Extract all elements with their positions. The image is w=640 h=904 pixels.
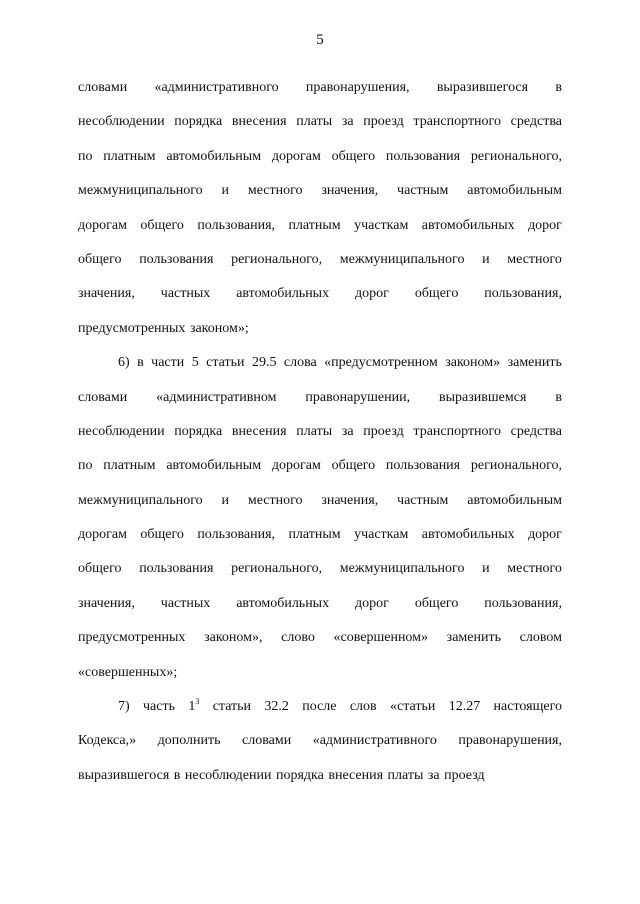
word: автомобильным [467,183,562,199]
word: Кодекса,» [78,733,137,749]
word: общего [414,286,459,302]
word: в [173,767,181,783]
word: межмуниципального [339,561,465,577]
word: регионального, [231,561,323,577]
word: 29.5 [251,355,277,371]
word: 32.2 [264,699,289,715]
word: средства [510,114,562,130]
word: дорогам [271,458,321,474]
word: статьи [212,699,252,715]
word: и [221,183,230,199]
word: значения, [78,286,135,302]
text-line [78,250,562,284]
word: выразившегося [436,80,529,95]
word: платным [288,527,341,543]
word: словами [78,389,128,405]
text-line [78,112,562,146]
word: регионального, [470,148,562,164]
word: в [555,80,562,95]
word: часть [143,699,175,715]
word: 7) [118,699,130,715]
word: правонарушения, [458,733,562,749]
word: регионального, [231,251,323,267]
word: местного [247,492,303,508]
word: общего [331,148,376,164]
word: местного [507,251,562,267]
word: дорогам [78,527,127,543]
word: за [341,423,354,439]
word: общего [78,251,122,267]
word: 5 [191,355,199,371]
word: межмуниципального [78,492,203,508]
word: в [137,355,144,371]
word: межмуниципального [78,183,203,199]
word: частным [397,492,449,508]
word: заменить [446,630,501,646]
word: межмуниципального [339,251,465,267]
word: 6) [118,355,130,371]
word: несоблюдении [78,423,165,439]
word: пользования [385,458,461,474]
word: пользования, [484,595,562,611]
text-line [78,319,562,353]
page-number: 5 [316,32,324,48]
word: общего [140,527,184,543]
word: законом» [445,355,501,371]
text-line [78,594,562,628]
word: общего [140,217,184,233]
word: несоблюдении [184,767,272,783]
word: словом [519,630,562,646]
word: порядка [174,114,223,130]
paragraph [78,78,562,353]
word: автомобильных [421,527,515,543]
text-line [78,78,562,112]
word: средства [510,423,562,439]
word: «административного [154,80,279,95]
word: транспортного [413,423,501,439]
word: дорог [528,217,562,233]
word: пользования [139,561,214,577]
word: автомобильным [166,148,262,164]
word: статьи [206,355,245,371]
word: транспортного [413,114,501,130]
word: порядка [174,423,223,439]
word: «статьи [390,699,436,715]
word: слово [281,630,315,646]
text-line [78,697,562,731]
superscript: 3 [195,697,200,707]
word: $1^3$ [188,697,200,715]
word: правонарушении, [305,389,411,405]
word: несоблюдении [78,114,165,130]
text-line [78,422,562,456]
word: автомобильным [166,458,262,474]
word: по [78,458,93,474]
word: автомобильных [236,595,330,611]
word: в [555,389,562,405]
paragraph [78,353,562,697]
word: внесения [231,114,287,130]
word: пользования, [197,217,276,233]
word: платным [103,458,156,474]
word: дорог [355,595,389,611]
text-line [78,525,562,559]
word: пользования, [484,286,562,302]
word: автомобильных [421,217,515,233]
word: законом», [204,630,263,646]
text-line [78,628,562,662]
word: дорог [355,286,389,302]
text-line [78,663,562,697]
word: пользования [385,148,461,164]
paragraph [78,697,562,800]
text-line [78,216,562,250]
word: значения, [321,183,379,199]
word: частных [160,595,211,611]
word: и [482,251,490,267]
word: проезд [444,767,485,783]
word: пользования [139,251,214,267]
word: частным [397,183,449,199]
word: проезд [363,114,404,130]
text-line [78,353,562,387]
word: дополнить [157,733,221,749]
word: настоящего [493,699,562,715]
word: значения, [78,595,135,611]
word: «совершенном» [333,630,429,646]
word: за [427,767,440,783]
word: внесения [328,767,384,783]
word: 12.27 [448,699,481,715]
word: «предусмотренном [324,355,438,371]
word: словами [242,733,292,749]
word: за [341,114,354,130]
word: дорогам [78,217,127,233]
word: по [78,148,93,164]
word: участкам [354,527,409,543]
word: частных [160,286,211,302]
word: выразившемся [439,389,527,405]
word: предусмотренных [78,320,186,336]
word: платы [387,767,424,783]
word: правонарушения, [305,80,410,95]
word: пользования, [197,527,276,543]
word: внесения [231,423,287,439]
text-line [78,388,562,422]
word: словами [78,80,128,95]
word: платы [296,423,333,439]
word: части [151,355,185,371]
word: слов [349,699,377,715]
word: «административного [312,733,437,749]
word: местного [247,183,303,199]
text-line [78,559,562,593]
word: выразившегося [78,767,170,783]
word: значения, [321,492,379,508]
word: «административном [156,389,277,405]
text-line [78,456,562,490]
text-line [78,766,562,800]
word: и [482,561,490,577]
word: предусмотренных [78,630,186,646]
word: регионального, [470,458,562,474]
word: автомобильных [236,286,330,302]
word: участкам [354,217,409,233]
word: заменить [507,355,562,371]
word: общего [78,561,122,577]
word: автомобильным [467,492,562,508]
text-line [78,147,562,181]
text-line [78,181,562,215]
word: порядка [275,767,324,783]
text-line [78,491,562,525]
word: дорог [528,527,562,543]
word: проезд [363,423,404,439]
text-line [78,284,562,318]
word: после [302,699,337,715]
word: платным [103,148,156,164]
document-body [78,78,562,800]
word: дорогам [271,148,321,164]
word: местного [507,561,562,577]
text-line [78,731,562,765]
word: платы [296,114,333,130]
word: законом»; [189,320,249,336]
word: общего [331,458,376,474]
word: общего [414,595,459,611]
word: и [221,492,230,508]
word: «совершенных»; [78,664,178,680]
word: платным [288,217,341,233]
word: слова [283,355,317,371]
